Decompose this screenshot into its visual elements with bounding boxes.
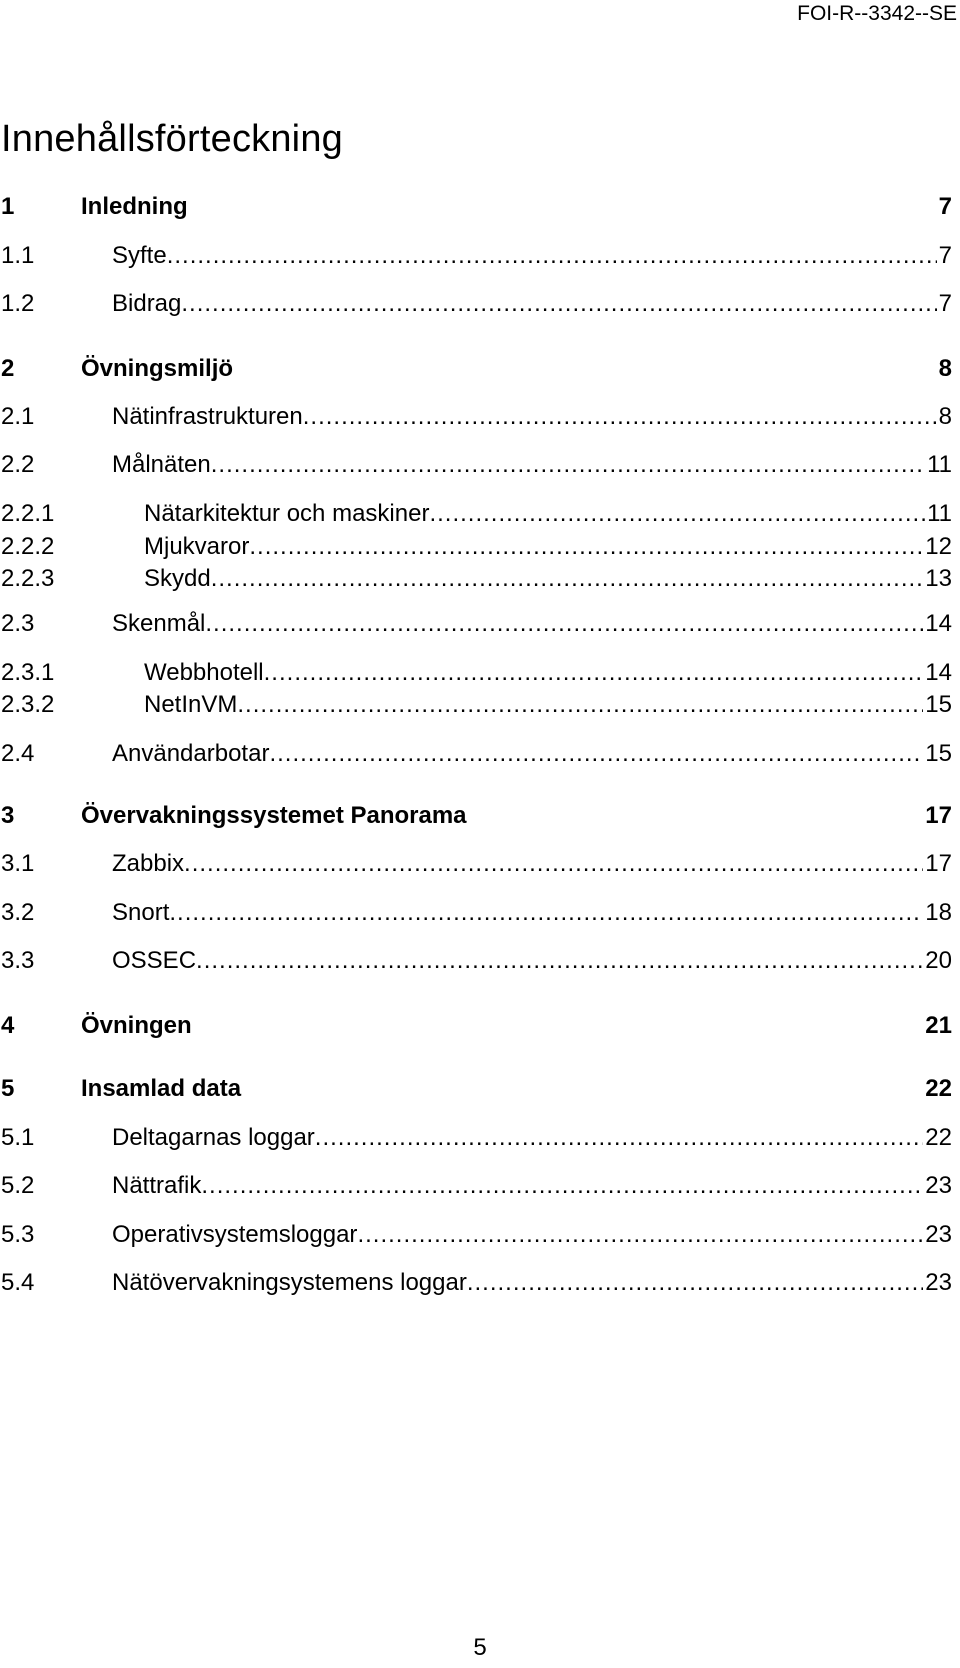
toc-entry-page: 14 xyxy=(925,610,952,637)
toc-entry-number: 1.2 xyxy=(1,290,35,317)
toc-dot-leader xyxy=(315,1121,924,1155)
toc-dot-leader xyxy=(264,656,924,690)
toc-entry-title: Webbhotell xyxy=(144,659,264,686)
toc-entry-number: 4 xyxy=(1,1012,15,1039)
report-id: FOI-R--3342--SE xyxy=(797,2,957,25)
toc-entry-title: Bidrag xyxy=(112,290,182,317)
toc-entry-title: Snort xyxy=(112,899,170,926)
toc-dot-leader xyxy=(269,737,923,771)
toc-entry-title: Övningen xyxy=(81,1012,192,1039)
toc-entry-title: Insamlad data xyxy=(81,1075,242,1102)
toc-entry-title: Nätinfrastrukturen xyxy=(112,403,303,430)
toc-entry[interactable] xyxy=(1,239,952,273)
toc-entry-page: 11 xyxy=(927,500,952,527)
toc-entry-number: 5.1 xyxy=(1,1124,35,1151)
toc-entry-number: 2.2 xyxy=(1,451,35,478)
toc-entry[interactable] xyxy=(1,497,952,531)
toc-entry-title: Övningsmiljö xyxy=(81,355,234,382)
toc-dot-leader xyxy=(357,1218,923,1252)
toc-entry-number: 1.1 xyxy=(1,242,35,269)
toc-entry-number: 5.3 xyxy=(1,1221,35,1248)
toc-dot-leader xyxy=(184,847,923,881)
toc-entry-title: Skenmål xyxy=(112,610,206,637)
toc-entry-page: 22 xyxy=(925,1075,952,1102)
toc-entry-page: 17 xyxy=(925,802,952,829)
toc-dot-leader xyxy=(169,896,923,930)
toc-heading: Innehållsförteckning xyxy=(1,118,343,160)
toc-entry-page: 8 xyxy=(938,355,952,382)
toc-entry[interactable] xyxy=(1,1009,952,1043)
toc-entry-page: 7 xyxy=(938,290,952,317)
toc-entry-title: Målnäten xyxy=(112,451,211,478)
toc-entry[interactable] xyxy=(1,400,952,434)
toc-entry-title: NetInVM xyxy=(144,691,238,718)
toc-entry-page: 11 xyxy=(927,451,952,478)
toc-entry-title: Användarbotar xyxy=(112,740,270,767)
toc-dot-leader xyxy=(249,530,923,564)
toc-entry[interactable] xyxy=(1,1121,952,1155)
toc-entry[interactable] xyxy=(1,1169,952,1203)
toc-entry[interactable] xyxy=(1,944,952,978)
toc-dot-leader xyxy=(303,400,937,434)
toc-entry-number: 3.2 xyxy=(1,899,35,926)
toc-entry-number: 3 xyxy=(1,802,15,829)
toc-entry-number: 2.2.3 xyxy=(1,565,55,592)
toc-dot-leader xyxy=(181,287,936,321)
toc-entry-page: 14 xyxy=(925,659,952,686)
toc-entry-title: Skydd xyxy=(144,565,211,592)
toc-entry-number: 2.1 xyxy=(1,403,35,430)
toc-dot-leader xyxy=(429,497,925,531)
toc-entry-page: 15 xyxy=(925,740,952,767)
toc-entry[interactable] xyxy=(1,737,952,771)
toc-entry-page: 17 xyxy=(925,850,952,877)
toc-entry[interactable] xyxy=(1,562,952,596)
toc-entry-number: 2.2.2 xyxy=(1,533,55,560)
toc-entry[interactable] xyxy=(1,1266,952,1300)
toc-entry[interactable] xyxy=(1,799,952,833)
toc-dot-leader xyxy=(237,688,923,722)
toc-entry-page: 15 xyxy=(925,691,952,718)
toc-entry-page: 18 xyxy=(925,899,952,926)
toc-entry-number: 3.1 xyxy=(1,850,35,877)
toc-dot-leader xyxy=(205,607,923,641)
toc-entry-page: 7 xyxy=(938,193,952,220)
toc-entry-title: Syfte xyxy=(112,242,167,269)
toc-entry-page: 23 xyxy=(925,1221,952,1248)
toc-entry[interactable] xyxy=(1,352,952,386)
toc-entry-page: 12 xyxy=(925,533,952,560)
toc-entry-number: 2 xyxy=(1,355,15,382)
toc-dot-leader xyxy=(167,239,937,273)
toc-entry-number: 2.3.2 xyxy=(1,691,55,718)
toc-entry-page: 22 xyxy=(925,1124,952,1151)
toc-entry-title: Övervakningssystemet Panorama xyxy=(81,802,467,829)
toc-dot-leader xyxy=(211,562,924,596)
toc-entry[interactable] xyxy=(1,1072,952,1106)
toc-entry[interactable] xyxy=(1,1218,952,1252)
toc-entry[interactable] xyxy=(1,530,952,564)
toc-entry-number: 2.3 xyxy=(1,610,35,637)
toc-entry-number: 3.3 xyxy=(1,947,35,974)
toc-entry[interactable] xyxy=(1,448,952,482)
toc-entry-page: 23 xyxy=(925,1172,952,1199)
toc-dot-leader xyxy=(196,944,923,978)
toc-entry[interactable] xyxy=(1,190,952,224)
toc-entry-title: Mjukvaror xyxy=(144,533,250,560)
toc-entry-number: 2.3.1 xyxy=(1,659,55,686)
toc-entry-number: 5 xyxy=(1,1075,15,1102)
toc-entry-number: 1 xyxy=(1,193,15,220)
toc-dot-leader xyxy=(467,1266,923,1300)
toc-entry[interactable] xyxy=(1,847,952,881)
toc-entry-number: 2.2.1 xyxy=(1,500,55,527)
toc-dot-leader xyxy=(201,1169,923,1203)
toc-entry-page: 13 xyxy=(925,565,952,592)
toc-entry-title: Deltagarnas loggar xyxy=(112,1124,315,1151)
toc-dot-leader xyxy=(211,448,925,482)
toc-entry[interactable] xyxy=(1,656,952,690)
page-number: 5 xyxy=(473,1634,487,1661)
toc-entry[interactable] xyxy=(1,688,952,722)
toc-entry-title: Operativsystemsloggar xyxy=(112,1221,358,1248)
toc-entry-title: Nätarkitektur och maskiner xyxy=(144,500,430,527)
toc-entry-number: 5.2 xyxy=(1,1172,35,1199)
toc-entry-title: Nättrafik xyxy=(112,1172,202,1199)
toc-entry-page: 7 xyxy=(938,242,952,269)
toc-entry-page: 21 xyxy=(925,1012,952,1039)
toc-entry-page: 20 xyxy=(925,947,952,974)
toc-entry[interactable] xyxy=(1,607,952,641)
toc-entry-title: Zabbix xyxy=(112,850,185,877)
toc-entry-number: 2.4 xyxy=(1,740,35,767)
toc-entry-number: 5.4 xyxy=(1,1269,35,1296)
toc-entry-page: 23 xyxy=(925,1269,952,1296)
toc-entry-title: Inledning xyxy=(81,193,188,220)
toc-entry-title: OSSEC xyxy=(112,947,197,974)
toc-entry-page: 8 xyxy=(938,403,952,430)
toc-entry[interactable] xyxy=(1,287,952,321)
toc-entry[interactable] xyxy=(1,896,952,930)
toc-entry-title: Nätövervakningsystemens loggar xyxy=(112,1269,467,1296)
